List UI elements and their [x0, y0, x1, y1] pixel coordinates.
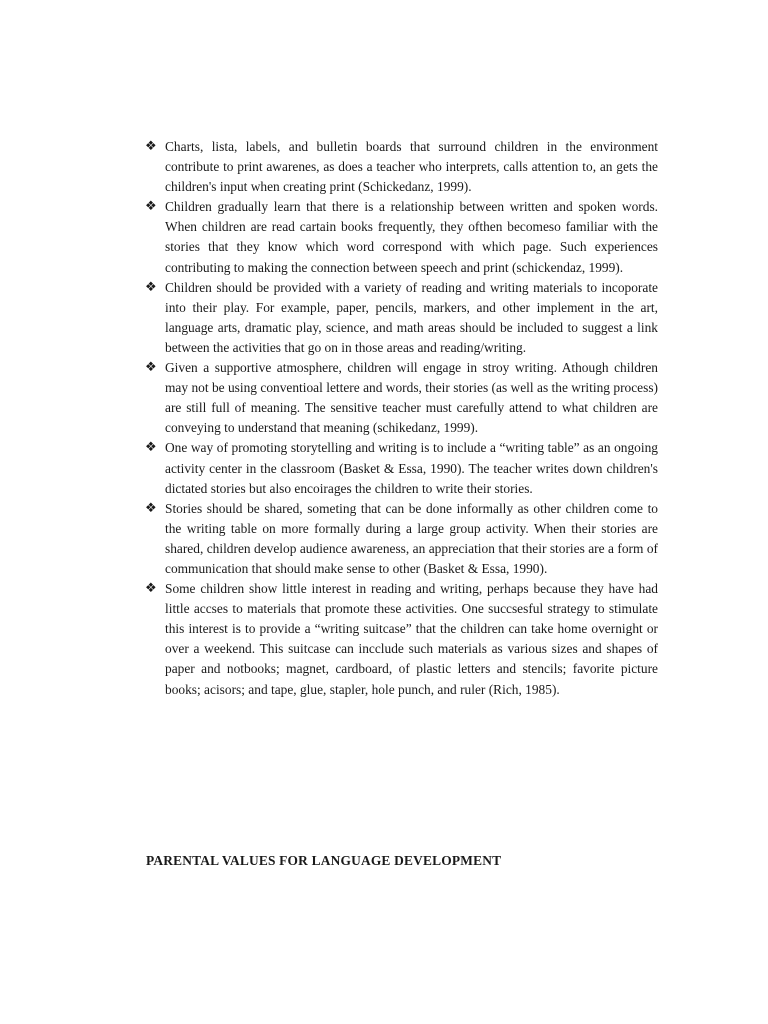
list-item	[145, 137, 658, 197]
paragraph-text: Given a supportive atmosphere, children will engage in stroy writing. Athough children may not be using conventioal lettere and words, their stories (as well as the writing process) are still full of meaning. The sensitive teacher must carefully attend to what children are conveying to understand that meaning (schikedanz, 1999).	[165, 360, 658, 436]
diamond-bullet-icon: ❖	[145, 279, 157, 295]
paragraph-text: Charts, lista, labels, and bulletin boards that surround children in the environment contribute to print awarenes, as does a teacher who interprets, calls attention to, an gets the children's input when creating print (Schickedanz, 1999).	[165, 139, 658, 195]
list-item	[145, 358, 658, 438]
list-item	[145, 579, 658, 700]
list-item	[145, 197, 658, 277]
paragraph-text: Some children show little interest in reading and writing, perhaps because they have had little accses to materials that promote these activities. One succsesful strategy to stimulate this interest is to provide a “writing suitcase” that the children can take home overnight or over a weekend. This suitcase can incclude such materials as various sizes and shapes of paper and notbooks; magnet, cardboard, of plastic letters and stencils; favorite picture books; acisors; and tape, glue, stapler, hole punch, and ruler (Rich, 1985).	[165, 581, 658, 697]
diamond-bullet-icon: ❖	[145, 360, 157, 376]
section-heading: PARENTAL VALUES FOR LANGUAGE DEVELOPMENT	[146, 853, 502, 868]
paragraph-text: Children gradually learn that there is a relationship between written and spoken words. When children are read cartain books frequently, they ofthen becomeso familiar with the stories that they know which word correspond with which page. Such experiences contributing to making the connection between speech and print (schickendaz, 1999).	[165, 199, 658, 275]
paragraph-text: Children should be provided with a variety of reading and writing materials to incoporate into their play. For example, paper, pencils, markers, and other implement in the art, language arts, dramatic play, science, and math areas should be included to suggest a link between the activities that go on in those areas and reading/writing.	[165, 279, 658, 355]
diamond-bullet-icon: ❖	[145, 500, 157, 516]
list-item	[145, 499, 658, 579]
diamond-bullet-icon: ❖	[145, 139, 157, 154]
diamond-bullet-icon: ❖	[145, 440, 157, 456]
diamond-bullet-icon: ❖	[145, 581, 157, 597]
list-item	[145, 438, 658, 498]
paragraph-text: Stories should be shared, someting that can be done informally as other children come to the writing table on more formally during a large group activity. When their stories are shared, children develop audience awareness, an appreciation that their stories are a form of communication that should make sense to other (Basket & Essa, 1990).	[165, 500, 658, 576]
paragraph-text: One way of promoting storytelling and writing is to include a “writing table” as an ongoing activity center in the classroom (Basket & Essa, 1990). The teacher writes down children's dictated stories but also encoirages the children to write their stories.	[165, 440, 658, 496]
bullet-list	[145, 137, 658, 700]
diamond-bullet-icon: ❖	[145, 199, 157, 215]
list-item	[145, 278, 658, 358]
